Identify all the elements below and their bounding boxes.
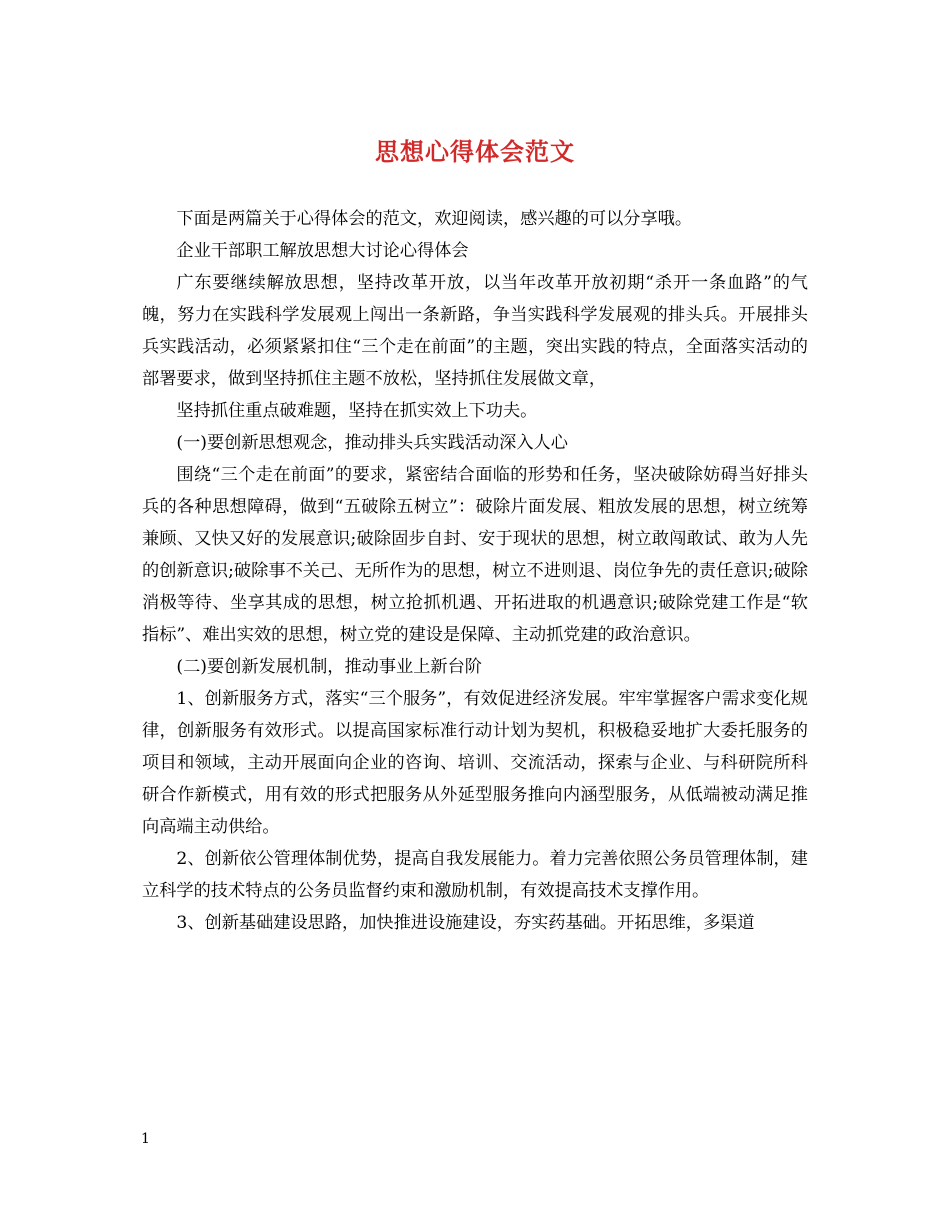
paragraph: 1、创新服务方式，落实“三个服务”，有效促进经济发展。牢牢掌握客户需求变化规律，创新服务有效形式。以提高国家标准行动计划为契机，积极稳妥地扩大委托服务的项目和领域，主动开展面向企业的咨询、培训、交流活动，探索与企业、与科研院所科研合作新模式，用有效的形式把服务从外延型服务推向内涵型服务，从低端被动满足推向高端主动供给。 <box>142 689 808 837</box>
paragraph: 3、创新基础建设思路，加快推进设施建设，夯实药基础。开拓思维，多渠道 <box>176 913 755 933</box>
section-heading: (一)要创新思想观念，推动排头兵实践活动深入人心 <box>176 433 568 453</box>
paragraph: 围绕“三个走在前面”的要求，紧密结合面临的形势和任务，坚决破除妨碍当好排头兵的各种思想障碍，做到“五破除五树立”：破除片面发展、粗放发展的思想，树立统筹兼顾、又快又好的发展意识;破除固步自封、安于现状的思想，树立敢闯敢试、敢为人先的创新意识;破除事不关己、无所作为的思想，树立不进则退、岗位争先的责任意识;破除消极等待、坐享其成的思想，树立抢抓机遇、开拓进取的机遇意识;破除党建工作是“软指标”、难出实效的思想，树立党的建设是保障、主动抓党建的政治意识。 <box>142 465 808 645</box>
page-number: 1 <box>141 1131 150 1147</box>
paragraph: 2、创新依公管理体制优势，提高自我发展能力。着力完善依照公务员管理体制，建立科学的技术特点的公务员监督约束和激励机制，有效提高技术支撑作用。 <box>142 849 808 901</box>
paragraph: 广东要继续解放思想，坚持改革开放，以当年改革开放初期“杀开一条血路”的气魄，努力在实践科学发展观上闯出一条新路，争当实践科学发展观的排头兵。开展排头兵实践活动，必须紧紧扣住“三个走在前面”的主题，突出实践的特点，全面落实活动的部署要求，做到坚持抓住主题不放松，坚持抓住发展做文章， <box>142 273 808 389</box>
document-body <box>142 203 808 939</box>
paragraph-intro: 下面是两篇关于心得体会的范文，欢迎阅读，感兴趣的可以分享哦。 <box>176 209 693 229</box>
paragraph: 坚持抓住重点破难题，坚持在抓实效上下功夫。 <box>176 401 538 421</box>
document-title: 思想心得体会范文 <box>375 137 575 166</box>
section-heading: (二)要创新发展机制，推动事业上新台阶 <box>176 657 482 677</box>
paragraph-heading: 企业干部职工解放思想大讨论心得体会 <box>176 241 469 261</box>
